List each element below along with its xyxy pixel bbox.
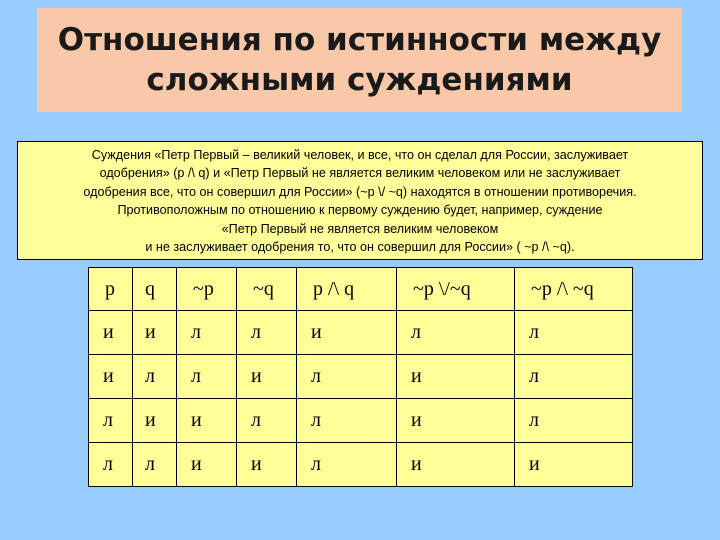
table-cell: л xyxy=(237,311,297,355)
table-cell: л xyxy=(133,355,177,399)
truth-table-header-row xyxy=(89,268,633,311)
header-cell-not-p-or-not-q: ~p \/~q xyxy=(397,268,515,311)
header-cell-not-q: ~q xyxy=(237,268,297,311)
explanation-line-3: одобрения все, что он совершил для России» (~р \/ ~q) находятся в отношении противоречия. xyxy=(83,184,637,199)
table-cell: и xyxy=(397,355,515,399)
table-cell: л xyxy=(297,443,397,487)
table-cell: и xyxy=(515,443,633,487)
table-cell: и xyxy=(133,311,177,355)
table-cell: л xyxy=(89,443,133,487)
table-cell: л xyxy=(397,311,515,355)
table-row xyxy=(89,311,633,355)
table-cell: и xyxy=(177,399,237,443)
explanation-line-1: Суждения «Петр Первый – великий человек, и все, что он сделал для России, заслуживает xyxy=(91,148,629,162)
table-row xyxy=(89,399,633,443)
header-cell-q: q xyxy=(133,268,177,311)
table-cell: л xyxy=(297,399,397,443)
table-cell: л xyxy=(133,443,177,487)
header-cell-p: p xyxy=(89,268,133,311)
header-cell-not-p: ~p xyxy=(177,268,237,311)
slide-title-line-2: сложными суждениями xyxy=(146,62,573,98)
table-cell: л xyxy=(237,399,297,443)
table-cell: и xyxy=(237,443,297,487)
table-cell: и xyxy=(89,355,133,399)
explanation-line-6: и не заслуживает одобрения то, что он совершил для России» ( ~р /\ ~q). xyxy=(145,240,575,255)
table-cell: л xyxy=(89,399,133,443)
table-cell: и xyxy=(89,311,133,355)
explanation-line-5: «Петр Первый не является великим человеком xyxy=(221,221,499,236)
slide-title-line-1: Отношения по истинности между xyxy=(57,22,662,58)
table-cell: и xyxy=(297,311,397,355)
truth-table xyxy=(88,267,633,487)
table-cell: и xyxy=(237,355,297,399)
title-box xyxy=(37,8,682,112)
table-cell: и xyxy=(397,443,515,487)
explanation-line-4: Противоположным по отношению к первому суждению будет, например, суждение xyxy=(117,203,603,218)
table-cell: л xyxy=(515,355,633,399)
header-cell-p-and-q: p /\ q xyxy=(297,268,397,311)
header-cell-not-p-and-not-q: ~p /\ ~q xyxy=(515,268,633,311)
table-cell: и xyxy=(133,399,177,443)
table-cell: л xyxy=(515,399,633,443)
table-row xyxy=(89,355,633,399)
table-cell: л xyxy=(177,311,237,355)
table-cell: л xyxy=(515,311,633,355)
table-cell: и xyxy=(177,443,237,487)
table-cell: л xyxy=(177,355,237,399)
explanation-line-2: одобрения» (р /\ q) и «Петр Первый не является великим человеком или не заслуживает xyxy=(99,166,621,181)
explanation-text-box xyxy=(17,141,703,260)
table-cell: л xyxy=(297,355,397,399)
table-row xyxy=(89,443,633,487)
table-cell: и xyxy=(397,399,515,443)
